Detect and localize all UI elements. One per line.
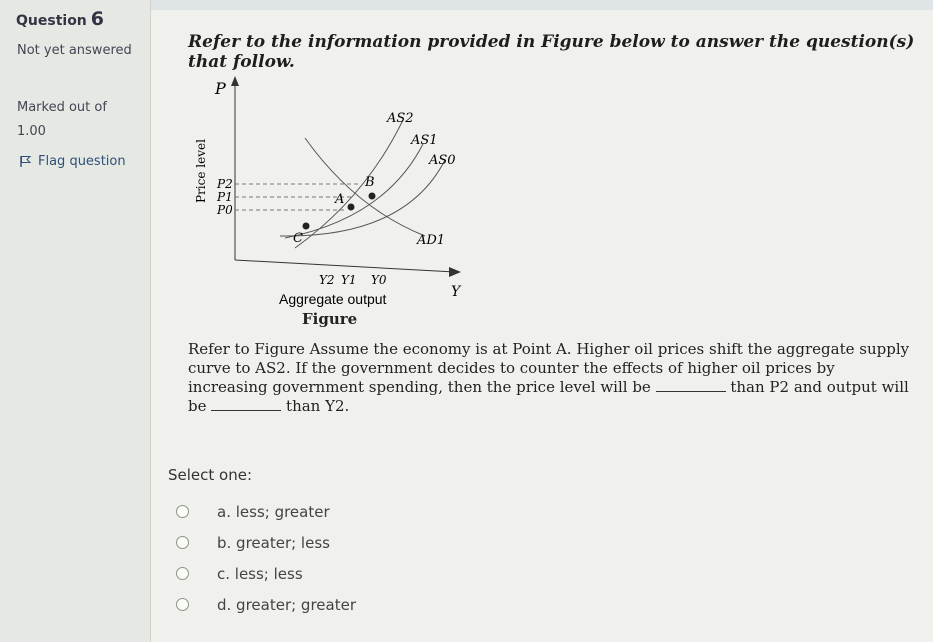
question-state: Not yet answered xyxy=(17,43,132,58)
as1-label: AS1 xyxy=(411,133,438,148)
option-c[interactable] xyxy=(176,558,356,589)
x-axis-arrow xyxy=(449,267,461,277)
question-text-part3: than Y2. xyxy=(286,397,350,415)
option-a-radio[interactable] xyxy=(176,505,189,518)
p1-label: P1 xyxy=(217,190,233,204)
as0-label: AS0 xyxy=(429,153,456,168)
question-number: 6 xyxy=(90,8,105,30)
x-axis-title: Aggregate output xyxy=(279,291,387,307)
flag-question-label: Flag question xyxy=(38,154,126,169)
answer-blank-1 xyxy=(656,379,726,392)
answer-blank-2 xyxy=(211,398,281,411)
option-b-label[interactable]: b. greater; less xyxy=(217,533,330,552)
question-label: Question xyxy=(16,13,87,29)
question-text-part1: Refer to Figure Assume the economy is at Point A. Higher oil prices shift the aggregate supply curve to AS2. If the government decides to counter the effects of higher oil prices by increasing government spending, then the price level will be xyxy=(188,340,910,396)
flag-question-link[interactable] xyxy=(20,154,126,169)
option-b[interactable] xyxy=(176,527,356,558)
y1-label: Y1 xyxy=(341,273,357,287)
option-a-label[interactable]: a. less; greater xyxy=(217,502,330,521)
option-b-radio[interactable] xyxy=(176,536,189,549)
question-text-part2: than P2 and output will be xyxy=(188,378,909,415)
question-text xyxy=(188,340,913,416)
x-axis xyxy=(235,260,455,272)
option-c-radio[interactable] xyxy=(176,567,189,580)
option-d[interactable] xyxy=(176,589,356,620)
point-c xyxy=(303,223,310,230)
p2-label: P2 xyxy=(217,177,233,191)
point-a xyxy=(348,204,355,211)
answer-options xyxy=(176,496,356,620)
select-one-label: Select one: xyxy=(168,466,253,484)
ad1-label: AD1 xyxy=(417,233,446,248)
content-top-strip xyxy=(151,0,933,10)
question-info-panel xyxy=(0,0,151,642)
question-marks: Marked out of 1.00 xyxy=(17,100,107,139)
point-a-label: A xyxy=(335,192,345,207)
question-intro: Refer to the information provided in Figure below to answer the question(s) that follow. xyxy=(188,32,915,72)
y2-label: Y2 xyxy=(319,273,335,287)
as2-label: AS2 xyxy=(387,111,414,126)
p0-label: P0 xyxy=(217,203,233,217)
y0-label: Y0 xyxy=(371,273,387,287)
point-c-label: C xyxy=(293,231,303,246)
y-axis-title: Price level xyxy=(194,139,208,203)
point-b-label: B xyxy=(365,175,375,190)
y-axis-arrow xyxy=(231,76,239,86)
figure-caption: Figure xyxy=(302,310,358,328)
point-b xyxy=(369,193,376,200)
y-axis-letter: P xyxy=(215,79,226,98)
flag-icon xyxy=(20,155,32,168)
option-d-radio[interactable] xyxy=(176,598,189,611)
question-title xyxy=(16,8,104,30)
option-c-label[interactable]: c. less; less xyxy=(217,564,303,583)
option-d-label[interactable]: d. greater; greater xyxy=(217,595,356,614)
x-axis-letter: Y xyxy=(451,284,461,300)
option-a[interactable] xyxy=(176,496,356,527)
economics-figure xyxy=(185,68,485,313)
